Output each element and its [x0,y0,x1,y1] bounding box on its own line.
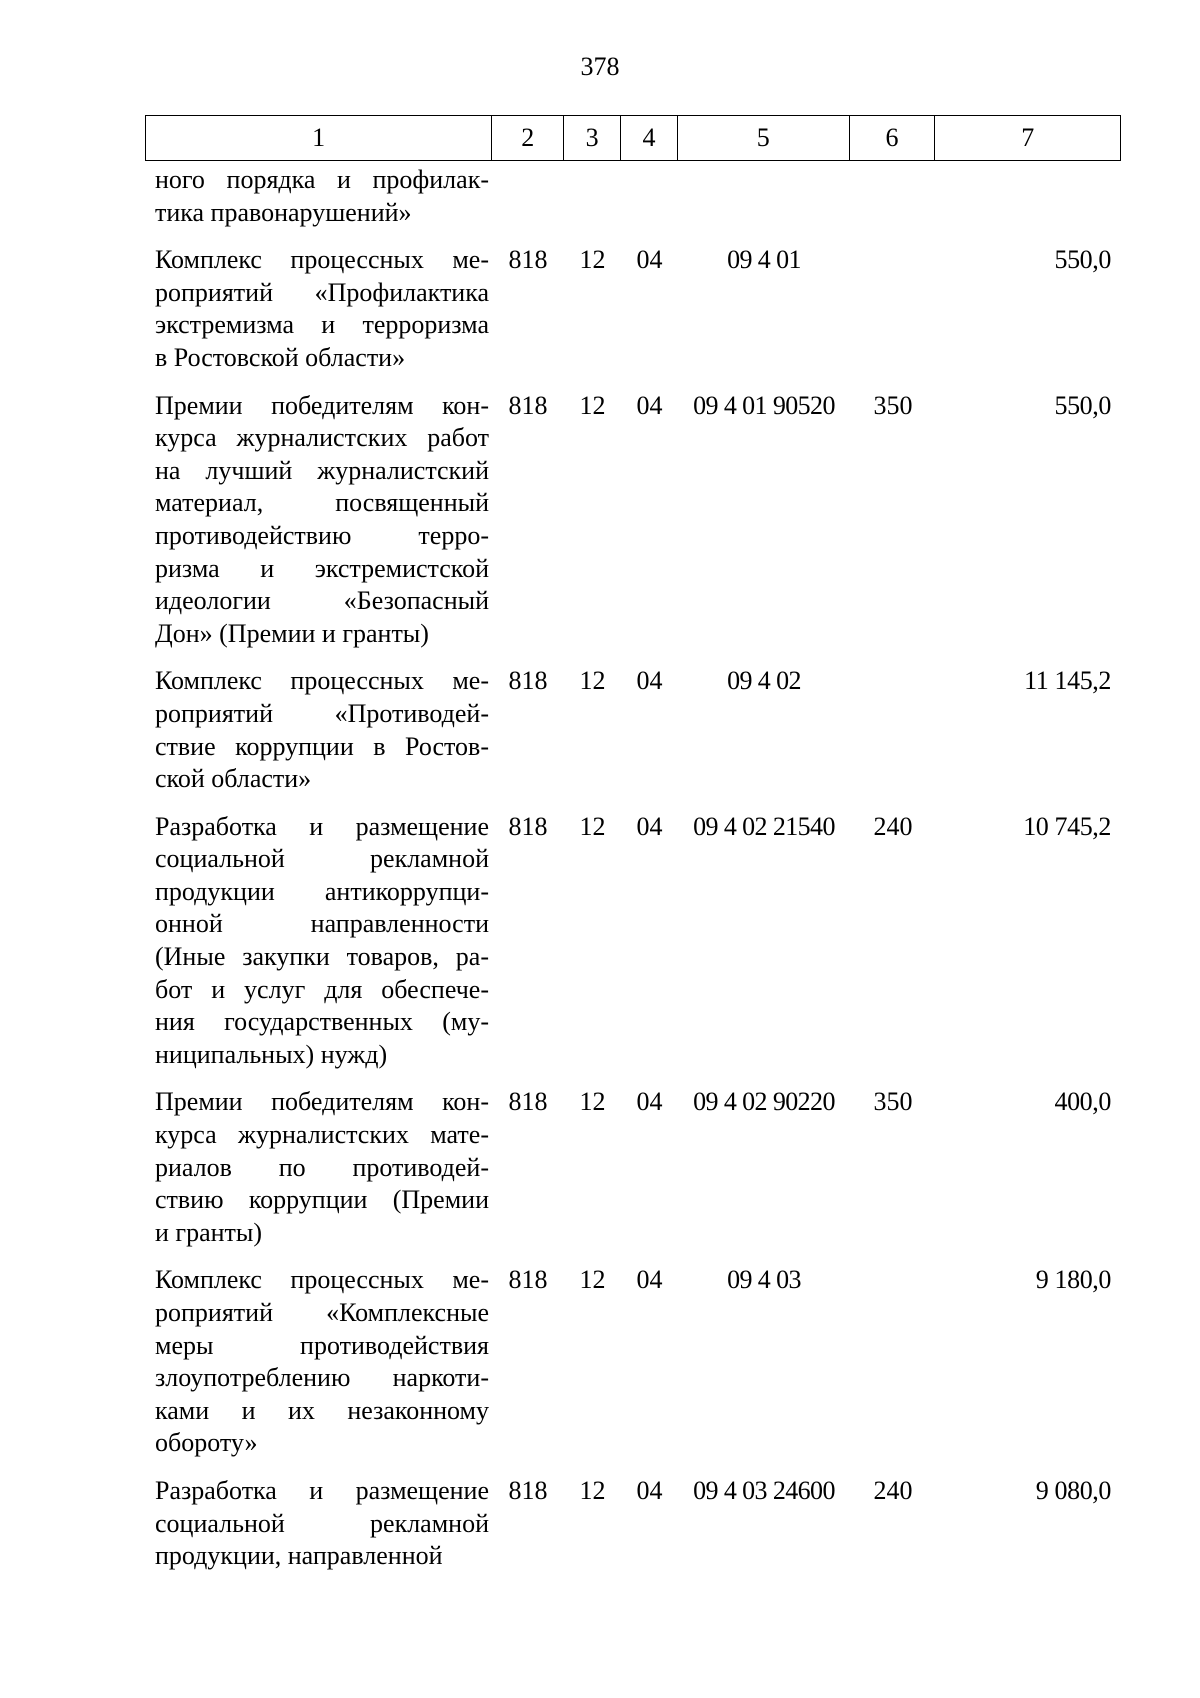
row-col2: 818 [508,811,548,841]
description-line: в Ростовской области» [155,342,406,372]
row-col2: 818 [508,666,548,696]
page-number: 378 [580,52,620,81]
description-line: и гранты) [155,1217,263,1247]
description-line: ствию коррупции (Премии [155,1185,489,1215]
table-row [145,811,1121,1072]
header-col-6: 6 [850,116,936,160]
description-line: Премии победителям кон- [155,390,489,420]
row-col3: 12 [579,1475,606,1505]
row-col7: 11 145,2 [1024,666,1111,696]
description-line: экстремизма и терроризма [155,310,489,340]
header-col-1: 1 [146,116,492,160]
description-line: тика правонарушений» [155,197,412,227]
row-col7: 550,0 [1054,245,1111,275]
description-line: обороту» [155,1428,258,1458]
row-description [145,390,492,651]
row-col6: 350 [873,390,913,420]
row-col7: 550,0 [1054,390,1111,420]
row-col5: 09 4 02 [727,666,801,696]
row-col3: 12 [579,245,606,275]
row-col6: 350 [873,1087,913,1117]
row-col5: 09 4 01 [727,245,801,275]
row-description [145,665,492,795]
row-col4: 04 [636,245,663,275]
header-col-4: 4 [621,116,678,160]
table-row [145,1475,1121,1573]
description-line: ками и их незаконному [155,1395,489,1425]
description-line: роприятий «Профилактика [155,277,489,307]
description-line: роприятий «Противодей- [155,698,489,728]
row-description [145,1086,492,1249]
description-line: материал, посвященный [155,488,489,518]
row-description [145,1475,492,1573]
description-line: на лучший журналистский [155,455,489,485]
description-line: Премии победителям кон- [155,1087,489,1117]
row-col7: 9 080,0 [1035,1475,1111,1505]
row-col3: 12 [579,390,606,420]
row-description [145,811,492,1072]
description-line: меры противодействия [155,1330,489,1360]
description-line: ствие коррупции в Ростов- [155,731,489,761]
row-col7: 400,0 [1054,1087,1111,1117]
description-line: курса журналистских мате- [155,1120,489,1150]
row-col7: 9 180,0 [1035,1265,1111,1295]
row-col5: 09 4 03 [727,1265,801,1295]
row-col2: 818 [508,245,548,275]
row-description [145,244,492,374]
row-col5: 09 4 02 21540 [693,811,835,841]
description-line: социальной рекламной [155,844,489,874]
row-col2: 818 [508,1087,548,1117]
description-line: роприятий «Комплексные [155,1298,489,1327]
description-line: злоупотреблению наркоти- [155,1363,489,1393]
row-col7: 10 745,2 [1023,811,1111,841]
description-line: идеологии «Безопасный [155,586,489,616]
row-col2: 818 [508,1265,548,1295]
header-col-3: 3 [564,116,621,160]
table-row [145,665,1121,795]
row-col3: 12 [579,666,606,696]
header-col-5: 5 [678,116,850,160]
header-col-2: 2 [492,116,564,160]
description-line: ризма и экстремистской [155,553,489,583]
description-line: социальной рекламной [155,1508,489,1538]
description-line: ниципальных) нужд) [155,1039,388,1069]
row-col2: 818 [508,390,548,420]
row-col5: 09 4 01 90520 [693,390,835,420]
row-col6: 240 [873,1475,913,1505]
description-line: Комплекс процессных ме- [155,245,489,275]
description-line: ного порядка и профилак- [155,165,489,194]
row-col4: 04 [636,1475,663,1505]
description-line: ской области» [155,764,312,794]
description-line: Дон» (Премии и гранты) [155,618,429,648]
description-line: бот и услуг для обеспече- [155,974,489,1004]
row-col3: 12 [579,1265,606,1295]
row-col5: 09 4 02 90220 [693,1087,835,1117]
table-row [145,390,1121,651]
row-col3: 12 [579,1087,606,1117]
description-line: противодействию терро- [155,520,489,550]
description-line: продукции антикоррупци- [155,876,489,906]
row-col4: 04 [636,390,663,420]
description-line: ния государственных (му- [155,1007,489,1037]
description-line: Разработка и размещение [155,811,489,841]
table-row [145,1086,1121,1249]
description-line: продукции, направленной [155,1541,443,1571]
row-col4: 04 [636,666,663,696]
description-line: Комплекс процессных ме- [155,1265,489,1295]
table-row [145,164,1121,229]
row-description [145,164,492,229]
description-line: онной направленности [155,909,489,939]
row-col4: 04 [636,1087,663,1117]
description-line: Разработка и размещение [155,1475,489,1505]
description-line: Комплекс процессных ме- [155,666,489,696]
header-col-7: 7 [1021,123,1035,152]
description-line: риалов по противодей- [155,1152,489,1182]
table-header [145,115,1121,161]
row-description [145,1264,492,1460]
table-row [145,1264,1121,1460]
row-col2: 818 [508,1475,548,1505]
row-col4: 04 [636,811,663,841]
description-line: курса журналистских работ [155,423,489,453]
row-col3: 12 [579,811,606,841]
table-row [145,244,1121,374]
row-col4: 04 [636,1265,663,1295]
row-col5: 09 4 03 24600 [693,1475,835,1505]
table-body [145,164,1121,1588]
row-col6: 240 [873,811,913,841]
description-line: (Иные закупки товаров, ра- [155,942,489,972]
